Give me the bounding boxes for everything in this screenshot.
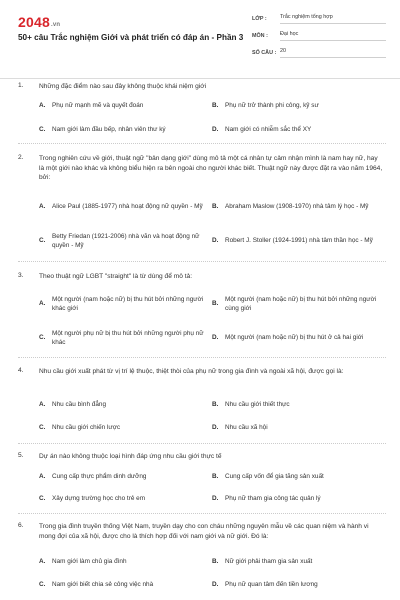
option-a[interactable] [39,294,204,314]
option-text: Nữ giới phải tham gia sản xuất [225,558,313,566]
document-title: 50+ câu Trắc nghiệm Giới và phát triển có đáp án - Phần 3 [18,33,244,42]
option-letter: C. [39,126,46,134]
option-d[interactable] [212,580,377,590]
option-text: Phụ nữ trở thành phi công, kỹ sư [225,102,319,110]
option-text: Robert J. Stoller (1924-1991) nhà tâm thần học - Mỹ [225,237,373,245]
question-4 [0,363,400,443]
option-letter: A. [39,102,46,110]
option-a[interactable] [39,472,204,482]
question-divider [18,357,386,358]
question-text: Dự án nào không thuộc loại hình đáp ứng nhu cầu giới thực tế [39,453,222,460]
option-d[interactable] [212,328,377,348]
logo-text: 2048 [18,14,50,30]
option-b[interactable] [212,197,377,217]
option-d[interactable] [212,494,377,504]
option-d[interactable] [212,125,377,135]
option-letter: A. [39,300,46,308]
option-letter: C. [39,334,46,342]
meta-key: MÔN : [252,32,268,39]
option-text: Nam giới làm chủ gia đình [52,558,127,566]
question-number: 2. [18,154,24,161]
option-text: Alice Paul (1885-1977) nhà hoạt động nữ quyền - Mỹ [52,203,203,211]
question-text: Trong gia đình truyền thống Việt Nam, truyền dạy cho con cháu những nguyên mẫu về các quan niệm và hành vi mong đợi của xã hội, được cho là thích hợp đối với nam giới và nữ giới. Đó là: [39,523,369,540]
option-b[interactable] [212,472,377,482]
option-letter: D. [212,495,219,503]
option-text: Phụ nữ quan tâm đến tiền lương [225,581,318,589]
option-text: Nam giới làm đầu bếp, nhân viên thư ký [52,126,166,134]
question-5 [0,448,400,514]
question-text: Những đặc điểm nào sau đây không thuộc khái niệm giới [39,83,207,90]
option-text: Nhu cầu giới thiết thực [225,401,290,409]
option-letter: A. [39,558,46,566]
question-divider [18,513,386,514]
option-letter: B. [212,102,219,110]
option-letter: B. [212,401,219,409]
option-c[interactable] [39,328,204,348]
logo-suffix: .vn [50,22,61,28]
option-text: Phụ nữ tham gia công tác quản lý [225,495,321,503]
question-text: Theo thuật ngữ LGBT "straight" là từ dùng để mô tả: [39,273,193,280]
question-divider [18,143,386,144]
document-meta [252,10,386,61]
question-number: 4. [18,367,24,374]
meta-row-count [252,44,386,61]
option-text: Một người phụ nữ bị thu hút bởi những người phụ nữ khác [52,329,204,346]
option-letter: C. [39,581,46,589]
meta-value: 20 [280,48,386,58]
site-logo[interactable] [18,14,60,30]
question-number: 5. [18,452,24,459]
option-d[interactable] [212,231,377,251]
option-b[interactable] [212,101,377,111]
question-3 [0,268,400,358]
option-a[interactable] [39,557,204,567]
meta-key: LỚP : [252,15,267,22]
question-divider [18,443,386,444]
question-2 [0,150,400,262]
question-6 [0,518,400,600]
question-1 [0,78,400,148]
option-b[interactable] [212,294,377,314]
option-letter: A. [39,203,46,211]
option-letter: C. [39,424,46,432]
option-text: Nhu cầu bình đẳng [52,401,107,409]
option-letter: D. [212,424,219,432]
option-b[interactable] [212,400,377,410]
meta-row-subject [252,27,386,44]
option-text: Betty Friedan (1921-2006) nhà văn và hoạt động nữ quyền - Mỹ [52,232,200,249]
option-text: Cung cấp thực phẩm dinh dưỡng [52,473,147,481]
option-text: Xây dựng trường học cho trẻ em [52,495,146,503]
question-text: Nhu cầu giới xuất phát từ vị trí lệ thuộc, thiệt thòi của phụ nữ trong gia đình và ngoài xã hội, được gọi là: [39,368,344,375]
option-text: Một người (nam hoặc nữ) bị thu hút bởi những người khác giới [52,295,204,312]
option-letter: C. [39,237,46,245]
option-text: Cung cấp vốn để gia tăng sản xuất [225,473,324,481]
meta-key: SỐ CÂU : [252,49,277,56]
option-b[interactable] [212,557,377,567]
question-text: Trong nghiên cứu về giới, thuật ngữ "bản dạng giới" dùng mô tả một cá nhân tự cảm nhận mình là nam hay nữ, hay là một giới nào khác và không biểu hiện ra bên ngoài cho người khác biết. Thuật ngữ này được đặt ra vào năm 1964, bởi: [39,155,383,182]
option-letter: B. [212,473,219,481]
option-letter: D. [212,581,219,589]
option-letter: A. [39,473,46,481]
question-number: 6. [18,522,24,529]
meta-value: Trắc nghiệm tổng hợp [280,14,386,24]
option-c[interactable] [39,494,204,504]
option-text: Abraham Maslow (1908-1970) nhà tâm lý học - Mỹ [225,203,369,211]
option-c[interactable] [39,580,204,590]
question-number: 1. [18,82,24,89]
option-text: Nam giới biết chia sẻ công việc nhà [52,581,154,589]
option-c[interactable] [39,423,204,433]
option-letter: A. [39,401,46,409]
option-letter: B. [212,300,219,308]
question-divider [18,261,386,262]
option-text: Nhu cầu xã hội [225,424,268,432]
meta-value: Đại học [280,31,386,41]
option-a[interactable] [39,101,204,111]
option-text: Phụ nữ mạnh mẽ và quyết đoán [52,102,144,110]
option-letter: B. [212,203,219,211]
document-header [0,0,400,79]
option-text: Một người (nam hoặc nữ) bị thu hút ở cả hai giới [225,334,364,342]
option-letter: D. [212,126,219,134]
option-letter: D. [212,237,219,245]
option-text: Nam giới có nhiễm sắc thể XY [225,126,312,134]
option-a[interactable] [39,400,204,410]
option-letter: D. [212,334,219,342]
option-letter: C. [39,495,46,503]
question-number: 3. [18,272,24,279]
option-c[interactable] [39,231,204,251]
option-a[interactable] [39,197,204,217]
meta-row-class [252,10,386,27]
option-text: Một người (nam hoặc nữ) bị thu hút bởi những người cùng giới [225,295,377,312]
option-letter: B. [212,558,219,566]
option-d[interactable] [212,423,377,433]
option-text: Nhu cầu giới chiến lược [52,424,121,432]
option-c[interactable] [39,125,204,135]
